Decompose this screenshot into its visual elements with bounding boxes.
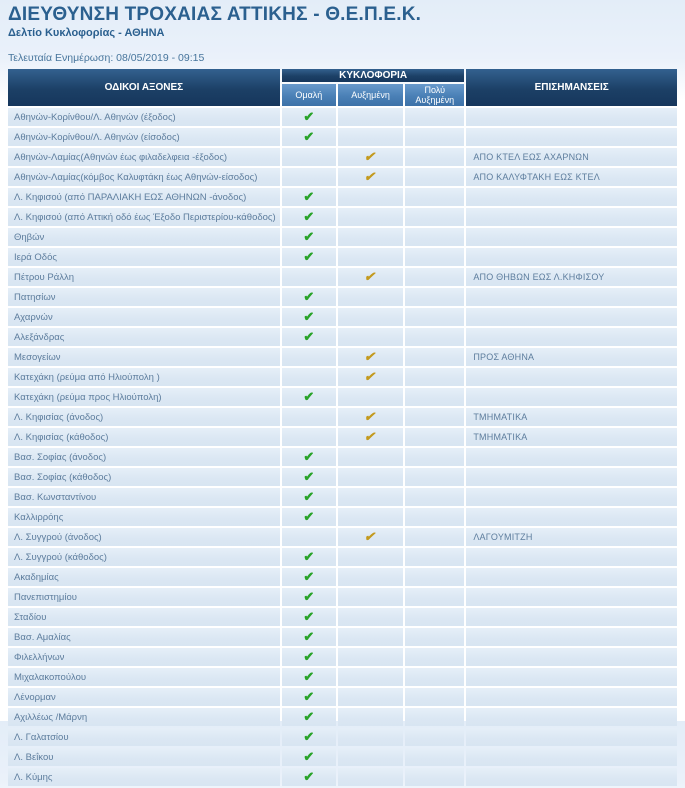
last-update bbox=[8, 52, 677, 67]
traffic-very-increased-cell bbox=[405, 328, 464, 346]
axis-name: Λ. Γαλατσίου bbox=[8, 728, 280, 746]
remark-text bbox=[466, 488, 677, 506]
table-row bbox=[8, 168, 677, 186]
remark-text bbox=[466, 308, 677, 326]
remark-text: ΤΜΗΜΑΤΙΚΑ bbox=[466, 428, 677, 446]
axis-name: Λένορμαν bbox=[8, 688, 280, 706]
normal-check-icon: ✔ bbox=[303, 289, 315, 304]
traffic-normal-cell bbox=[282, 708, 336, 726]
table-row bbox=[8, 408, 677, 426]
traffic-normal-cell bbox=[282, 348, 336, 366]
axis-name: Λ. Συγγρού (κάθοδος) bbox=[8, 548, 280, 566]
traffic-normal-cell bbox=[282, 768, 336, 786]
traffic-very-increased-cell bbox=[405, 368, 464, 386]
traffic-increased-cell bbox=[338, 768, 403, 786]
traffic-increased-cell bbox=[338, 528, 403, 546]
table-row bbox=[8, 288, 677, 306]
traffic-normal-cell bbox=[282, 628, 336, 646]
traffic-increased-cell bbox=[338, 748, 403, 766]
table-row bbox=[8, 368, 677, 386]
increased-check-icon: ✔ bbox=[363, 269, 378, 284]
table-row bbox=[8, 388, 677, 406]
column-header-traffic: ΚΥΚΛΟΦΟΡΙΑ bbox=[282, 69, 465, 82]
traffic-normal-cell bbox=[282, 728, 336, 746]
increased-check-icon: ✔ bbox=[363, 149, 378, 164]
traffic-normal-cell bbox=[282, 268, 336, 286]
axis-name: Πέτρου Ράλλη bbox=[8, 268, 280, 286]
remark-text bbox=[466, 108, 677, 126]
traffic-increased-cell bbox=[338, 428, 403, 446]
traffic-increased-cell bbox=[338, 408, 403, 426]
normal-check-icon: ✔ bbox=[303, 489, 315, 504]
axis-name: Αθηνών-Κορίνθου/Λ. Αθηνών (είσοδος) bbox=[8, 128, 280, 146]
traffic-very-increased-cell bbox=[405, 148, 464, 166]
table-row bbox=[8, 308, 677, 326]
traffic-very-increased-cell bbox=[405, 288, 464, 306]
normal-check-icon: ✔ bbox=[303, 549, 315, 564]
traffic-increased-cell bbox=[338, 368, 403, 386]
traffic-normal-cell bbox=[282, 148, 336, 166]
page-subtitle: Δελτίο Κυκλοφορίας - ΑΘΗΝΑ bbox=[8, 27, 165, 39]
traffic-normal-cell bbox=[282, 748, 336, 766]
traffic-very-increased-cell bbox=[405, 448, 464, 466]
table-row bbox=[8, 208, 677, 226]
normal-check-icon: ✔ bbox=[303, 709, 315, 724]
normal-check-icon: ✔ bbox=[303, 629, 315, 644]
axis-name: Ακαδημίας bbox=[8, 568, 280, 586]
subcolumn-header-increased: Αυξημένη bbox=[338, 84, 403, 106]
traffic-increased-cell bbox=[338, 388, 403, 406]
traffic-increased-cell bbox=[338, 128, 403, 146]
normal-check-icon: ✔ bbox=[303, 609, 315, 624]
axis-name: Θηβών bbox=[8, 228, 280, 246]
traffic-very-increased-cell bbox=[405, 508, 464, 526]
table-row bbox=[8, 328, 677, 346]
remark-text: ΛΑΓΟΥΜΙΤΖΗ bbox=[466, 528, 677, 546]
increased-check-icon: ✔ bbox=[363, 409, 378, 424]
remark-text bbox=[466, 668, 677, 686]
remark-text bbox=[466, 708, 677, 726]
normal-check-icon: ✔ bbox=[303, 649, 315, 664]
normal-check-icon: ✔ bbox=[303, 469, 315, 484]
normal-check-icon: ✔ bbox=[303, 729, 315, 744]
remark-text bbox=[466, 568, 677, 586]
remark-text bbox=[466, 248, 677, 266]
table-row bbox=[8, 188, 677, 206]
remark-text bbox=[466, 208, 677, 226]
axis-name: Αχιλλέως /Μάρνη bbox=[8, 708, 280, 726]
normal-check-icon: ✔ bbox=[303, 449, 315, 464]
traffic-table-header bbox=[8, 69, 677, 106]
traffic-normal-cell bbox=[282, 308, 336, 326]
remark-text bbox=[466, 328, 677, 346]
traffic-normal-cell bbox=[282, 588, 336, 606]
table-row bbox=[8, 508, 677, 526]
traffic-very-increased-cell bbox=[405, 528, 464, 546]
remark-text bbox=[466, 768, 677, 786]
table-row bbox=[8, 668, 677, 686]
remark-text: ΠΡΟΣ ΑΘΗΝΑ bbox=[466, 348, 677, 366]
normal-check-icon: ✔ bbox=[303, 189, 315, 204]
axis-name: Καλλιρρόης bbox=[8, 508, 280, 526]
traffic-very-increased-cell bbox=[405, 548, 464, 566]
traffic-increased-cell bbox=[338, 188, 403, 206]
axis-name: Μιχαλακοπούλου bbox=[8, 668, 280, 686]
remark-text bbox=[466, 448, 677, 466]
traffic-table-body bbox=[8, 108, 677, 786]
traffic-increased-cell bbox=[338, 308, 403, 326]
traffic-very-increased-cell bbox=[405, 248, 464, 266]
column-header-remarks: ΕΠΙΣΗΜΑΝΣΕΙΣ bbox=[466, 69, 677, 106]
remark-text bbox=[466, 228, 677, 246]
traffic-very-increased-cell bbox=[405, 208, 464, 226]
axis-name: Ιερά Οδός bbox=[8, 248, 280, 266]
table-row bbox=[8, 628, 677, 646]
traffic-increased-cell bbox=[338, 248, 403, 266]
axis-name: Κατεχάκη (ρεύμα προς Ηλιούπολη) bbox=[8, 388, 280, 406]
traffic-increased-cell bbox=[338, 148, 403, 166]
normal-check-icon: ✔ bbox=[303, 569, 315, 584]
traffic-normal-cell bbox=[282, 648, 336, 666]
table-row bbox=[8, 728, 677, 746]
normal-check-icon: ✔ bbox=[303, 309, 315, 324]
traffic-increased-cell bbox=[338, 608, 403, 626]
traffic-very-increased-cell bbox=[405, 768, 464, 786]
traffic-increased-cell bbox=[338, 708, 403, 726]
axis-name: Βασ. Κωνσταντίνου bbox=[8, 488, 280, 506]
table-row bbox=[8, 428, 677, 446]
normal-check-icon: ✔ bbox=[303, 769, 315, 784]
traffic-very-increased-cell bbox=[405, 468, 464, 486]
traffic-very-increased-cell bbox=[405, 588, 464, 606]
remark-text bbox=[466, 688, 677, 706]
table-row bbox=[8, 648, 677, 666]
table-row bbox=[8, 108, 677, 126]
normal-check-icon: ✔ bbox=[303, 389, 315, 404]
traffic-very-increased-cell bbox=[405, 568, 464, 586]
table-row bbox=[8, 448, 677, 466]
traffic-normal-cell bbox=[282, 568, 336, 586]
increased-check-icon: ✔ bbox=[363, 529, 378, 544]
remark-text bbox=[466, 508, 677, 526]
table-row bbox=[8, 688, 677, 706]
traffic-very-increased-cell bbox=[405, 668, 464, 686]
traffic-increased-cell bbox=[338, 288, 403, 306]
remark-text bbox=[466, 188, 677, 206]
last-update-value: 08/05/2019 - 09:15 bbox=[116, 52, 205, 64]
remark-text bbox=[466, 388, 677, 406]
traffic-normal-cell bbox=[282, 428, 336, 446]
axis-name: Λ. Βεΐκου bbox=[8, 748, 280, 766]
axis-name: Λ. Κηφισού (από ΠΑΡΑΛΙΑΚΗ ΕΩΣ ΑΘΗΝΩΝ -άνοδος) bbox=[8, 188, 280, 206]
remark-text bbox=[466, 368, 677, 386]
axis-name: Φιλελλήνων bbox=[8, 648, 280, 666]
traffic-very-increased-cell bbox=[405, 228, 464, 246]
remark-text: ΤΜΗΜΑΤΙΚΑ bbox=[466, 408, 677, 426]
increased-check-icon: ✔ bbox=[363, 169, 378, 184]
axis-name: Βασ. Αμαλίας bbox=[8, 628, 280, 646]
table-row bbox=[8, 548, 677, 566]
remark-text: ΑΠΟ ΘΗΒΩΝ ΕΩΣ Λ.ΚΗΦΙΣΟΥ bbox=[466, 268, 677, 286]
traffic-very-increased-cell bbox=[405, 188, 464, 206]
traffic-increased-cell bbox=[338, 448, 403, 466]
normal-check-icon: ✔ bbox=[303, 689, 315, 704]
axis-name: Λ. Κηφισίας (άνοδος) bbox=[8, 408, 280, 426]
remark-text: ΑΠΟ ΚΤΕΛ ΕΩΣ ΑΧΑΡΝΩΝ bbox=[466, 148, 677, 166]
traffic-increased-cell bbox=[338, 488, 403, 506]
table-row bbox=[8, 348, 677, 366]
axis-name: Σταδίου bbox=[8, 608, 280, 626]
axis-name: Βασ. Σοφίας (κάθοδος) bbox=[8, 468, 280, 486]
table-row bbox=[8, 608, 677, 626]
traffic-normal-cell bbox=[282, 128, 336, 146]
table-row bbox=[8, 128, 677, 146]
remark-text bbox=[466, 748, 677, 766]
normal-check-icon: ✔ bbox=[303, 669, 315, 684]
traffic-increased-cell bbox=[338, 348, 403, 366]
traffic-very-increased-cell bbox=[405, 708, 464, 726]
traffic-normal-cell bbox=[282, 228, 336, 246]
remark-text: ΑΠΟ ΚΑΛΥΦΤΑΚΗ ΕΩΣ ΚΤΕΛ bbox=[466, 168, 677, 186]
axis-name: Λ. Συγγρού (άνοδος) bbox=[8, 528, 280, 546]
increased-check-icon: ✔ bbox=[363, 429, 378, 444]
traffic-very-increased-cell bbox=[405, 428, 464, 446]
table-row bbox=[8, 768, 677, 786]
traffic-increased-cell bbox=[338, 108, 403, 126]
table-row bbox=[8, 228, 677, 246]
traffic-increased-cell bbox=[338, 508, 403, 526]
normal-check-icon: ✔ bbox=[303, 209, 315, 224]
traffic-normal-cell bbox=[282, 508, 336, 526]
table-row bbox=[8, 708, 677, 726]
remark-text bbox=[466, 128, 677, 146]
traffic-increased-cell bbox=[338, 228, 403, 246]
remark-text bbox=[466, 288, 677, 306]
traffic-normal-cell bbox=[282, 408, 336, 426]
traffic-increased-cell bbox=[338, 208, 403, 226]
traffic-increased-cell bbox=[338, 668, 403, 686]
traffic-normal-cell bbox=[282, 468, 336, 486]
traffic-increased-cell bbox=[338, 268, 403, 286]
traffic-very-increased-cell bbox=[405, 308, 464, 326]
traffic-very-increased-cell bbox=[405, 628, 464, 646]
increased-check-icon: ✔ bbox=[363, 349, 378, 364]
traffic-normal-cell bbox=[282, 328, 336, 346]
traffic-very-increased-cell bbox=[405, 128, 464, 146]
traffic-normal-cell bbox=[282, 288, 336, 306]
traffic-normal-cell bbox=[282, 448, 336, 466]
remark-text bbox=[466, 468, 677, 486]
traffic-very-increased-cell bbox=[405, 488, 464, 506]
axis-name: Λ. Κηφισού (από Αττική οδό έως Έξοδο Περιστερίου-κάθοδος) bbox=[8, 208, 280, 226]
normal-check-icon: ✔ bbox=[303, 589, 315, 604]
traffic-normal-cell bbox=[282, 688, 336, 706]
traffic-very-increased-cell bbox=[405, 268, 464, 286]
remark-text bbox=[466, 728, 677, 746]
traffic-increased-cell bbox=[338, 168, 403, 186]
traffic-increased-cell bbox=[338, 588, 403, 606]
table-row bbox=[8, 268, 677, 286]
traffic-very-increased-cell bbox=[405, 748, 464, 766]
traffic-very-increased-cell bbox=[405, 388, 464, 406]
axis-name: Λ. Κηφισίας (κάθοδος) bbox=[8, 428, 280, 446]
axis-name: Αθηνών-Λαμίας(Αθηνών έως φιλαδελφεια -έξοδος) bbox=[8, 148, 280, 166]
traffic-normal-cell bbox=[282, 188, 336, 206]
table-row bbox=[8, 568, 677, 586]
axis-name: Λ. Κύμης bbox=[8, 768, 280, 786]
traffic-normal-cell bbox=[282, 208, 336, 226]
remark-text bbox=[466, 588, 677, 606]
traffic-very-increased-cell bbox=[405, 688, 464, 706]
traffic-normal-cell bbox=[282, 368, 336, 386]
traffic-normal-cell bbox=[282, 248, 336, 266]
normal-check-icon: ✔ bbox=[303, 229, 315, 244]
remark-text bbox=[466, 548, 677, 566]
table-row bbox=[8, 748, 677, 766]
traffic-increased-cell bbox=[338, 628, 403, 646]
axis-name: Αθηνών-Λαμίας(κόμβος Καλυφτάκη έως Αθηνών-είσοδος) bbox=[8, 168, 280, 186]
traffic-normal-cell bbox=[282, 388, 336, 406]
axis-name: Αθηνών-Κορίνθου/Λ. Αθηνών (έξοδος) bbox=[8, 108, 280, 126]
axis-name: Μεσογείων bbox=[8, 348, 280, 366]
traffic-normal-cell bbox=[282, 668, 336, 686]
traffic-increased-cell bbox=[338, 548, 403, 566]
page-title: ΔΙΕΥΘΥΝΣΗ ΤΡΟΧΑΙΑΣ ΑΤΤΙΚΗΣ - Θ.Ε.Π.Ε.Κ. bbox=[8, 4, 422, 25]
axis-name: Αχαρνών bbox=[8, 308, 280, 326]
axis-name: Αλεξάνδρας bbox=[8, 328, 280, 346]
traffic-very-increased-cell bbox=[405, 648, 464, 666]
column-header-axes: ΟΔΙΚΟΙ ΑΞΟΝΕΣ bbox=[8, 69, 280, 106]
normal-check-icon: ✔ bbox=[303, 749, 315, 764]
subcolumn-header-normal: Ομαλή bbox=[282, 84, 336, 106]
traffic-normal-cell bbox=[282, 108, 336, 126]
table-row bbox=[8, 488, 677, 506]
axis-name: Πανεπιστημίου bbox=[8, 588, 280, 606]
axis-name: Βασ. Σοφίας (άνοδος) bbox=[8, 448, 280, 466]
normal-check-icon: ✔ bbox=[303, 509, 315, 524]
traffic-increased-cell bbox=[338, 468, 403, 486]
subcolumn-header-very-increased: Πολύ Αυξημένη bbox=[405, 84, 464, 106]
table-row bbox=[8, 148, 677, 166]
normal-check-icon: ✔ bbox=[303, 329, 315, 344]
traffic-normal-cell bbox=[282, 168, 336, 186]
table-row bbox=[8, 468, 677, 486]
table-row bbox=[8, 588, 677, 606]
traffic-increased-cell bbox=[338, 728, 403, 746]
axis-name: Πατησίων bbox=[8, 288, 280, 306]
traffic-very-increased-cell bbox=[405, 728, 464, 746]
traffic-increased-cell bbox=[338, 328, 403, 346]
remark-text bbox=[466, 608, 677, 626]
traffic-normal-cell bbox=[282, 548, 336, 566]
traffic-very-increased-cell bbox=[405, 408, 464, 426]
page-header bbox=[0, 0, 685, 67]
traffic-very-increased-cell bbox=[405, 608, 464, 626]
last-update-label: Τελευταία Ενημέρωση: bbox=[8, 52, 114, 64]
table-row bbox=[8, 528, 677, 546]
traffic-normal-cell bbox=[282, 528, 336, 546]
traffic-very-increased-cell bbox=[405, 108, 464, 126]
traffic-normal-cell bbox=[282, 488, 336, 506]
traffic-very-increased-cell bbox=[405, 348, 464, 366]
traffic-increased-cell bbox=[338, 568, 403, 586]
traffic-table bbox=[6, 67, 679, 788]
increased-check-icon: ✔ bbox=[363, 369, 378, 384]
traffic-increased-cell bbox=[338, 688, 403, 706]
remark-text bbox=[466, 628, 677, 646]
normal-check-icon: ✔ bbox=[303, 129, 315, 144]
traffic-normal-cell bbox=[282, 608, 336, 626]
normal-check-icon: ✔ bbox=[303, 109, 315, 124]
remark-text bbox=[466, 648, 677, 666]
axis-name: Κατεχάκη (ρεύμα από Ηλιούπολη ) bbox=[8, 368, 280, 386]
traffic-increased-cell bbox=[338, 648, 403, 666]
normal-check-icon: ✔ bbox=[303, 249, 315, 264]
table-row bbox=[8, 248, 677, 266]
traffic-very-increased-cell bbox=[405, 168, 464, 186]
